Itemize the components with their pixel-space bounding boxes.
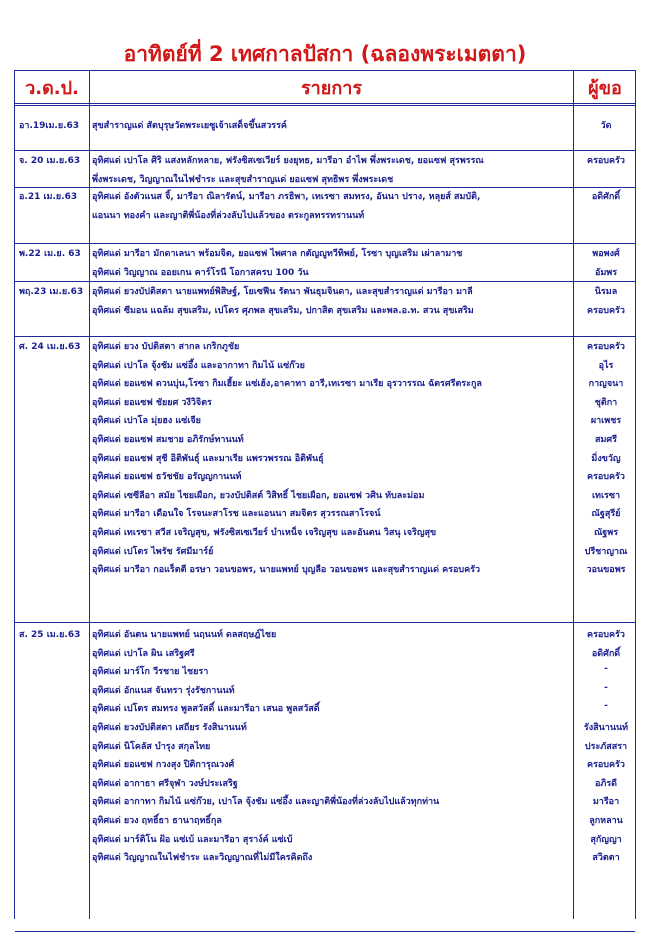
requester-name: อุไร [598,360,614,371]
row-date: ส. 25 เม.ย.63 [19,630,81,640]
intention-line: อุทิศแด่ อากาทา กิมไน้ แซ่ก๊วย, เปาโล จุ้งชัม แซ่อึ้ง และญาติพี่น้องที่ล่วงลับไปแล้วทุกท่าน [92,797,440,808]
intention-line: อุทิศแด่ ยวงบัปติสตา นายแพทย์พิสิษฐ์, โยเซฟีน รัตนา พันธุมจินดา, และสุขสำราญแด่ มารีอา มาลี [92,287,473,297]
intention-line: พึ่งพระเดช, วิญญาณในไฟชำระ และสุขสำราญแด่ ยอแซฟ สุทธิพร พึ่งพระเดช [92,174,394,185]
requester-name: อดิศักดิ์ [591,648,621,659]
requester-name: อัมพร [594,267,618,278]
requester-name: สวิตตา [592,853,620,864]
intention-line: อุทิศแด่ เปโตร ไพรัช รัศมีมาร์ย์ [92,546,214,557]
requester-name: รังสินานนท์ [583,723,629,733]
intention-line: อุทิศแด่ ยวงบัปติสตา เสถียร รังสินานนท์ [92,723,247,733]
header-divider [15,103,635,106]
intention-line: อุทิศแด่ อังตัวแนส จิ้, มารีอา ณิลารัตน์, มารีอา ภรธิพา, เทเรซา สมทรง, อันนา ปราง, หลุยส์ สมบัติ, [92,192,481,202]
requester-name: ครอบครัว [587,156,625,166]
page-title: อาทิตย์ที่ 2 เทศกาลปัสกา (ฉลองพระเมตตา) [123,42,527,66]
intention-line: อุทิศแด่ เปาโล ศิริ แสงหลักหลาย, ฟรังซิสเซเวียร์ ยงยุทธ, มารีอา อำไพ พึ่งพระเดช, ยอแซฟ สุรพรรณ [92,156,484,166]
intentions-table [14,70,636,919]
intention-line: อุทิศแด่ อากาธา ศรีจุฬา วงษ์ประเสริฐ [92,778,238,789]
requester-name: ผาเพชร [590,416,622,427]
requester-name: ประภัสสรา [584,741,628,752]
requester-name: - [604,701,608,712]
requester-name: ลูกหลาน [589,816,623,826]
requester-name: อดิศักดิ์ [591,192,621,202]
requester-name: วัด [600,121,612,131]
intention-line: อุทิศแด่ วิญญาณในไฟชำระ และวิญญาณที่ไม่มีใครคิดถึง [92,853,313,864]
requester-name: - [604,664,608,675]
column-divider [89,71,90,919]
intention-line: อุทิศแด่ เปโตร สมทรง พูลสวัสดิ์ และมารีอา เสนอ พูลสวัสดิ์ [92,704,320,715]
requester-name: สุกัญญา [590,834,622,845]
row-date: พฤ.23 เม.ย.63 [19,287,84,297]
row-divider [15,150,635,151]
header-requester: ผู้ขอ [588,78,622,99]
intention-line: อุทิศแด่ ยอแซฟ ธวัชชัย อรัญญกานนท์ [92,472,242,483]
requester-name: ครอบครัว [587,760,625,771]
requester-name: มิ่งขวัญ [591,453,621,464]
intention-line: อุทิศแด่ ยอแซฟ ชัยยศ วงีวิจิตร [92,397,212,408]
requester-name: - [604,682,608,693]
intention-line: อุทิศแด่ ยอแซฟ สุชี อิติพันธุ์ และมาเรีย แพรวพรรณ อิติพันธุ์ [92,453,324,464]
intention-line: อุทิศแด่ อันตน นายแพทย์ นฤนนท์ ดลสฤษฎ์ไชย [92,630,277,640]
intention-line: อุทิศแด่ ยอแซฟ กวงสุง ปิติการุณวงศ์ [92,760,235,771]
intention-line: อุทิศแด่ นิโคลัส บำรุง สกุลไทย [92,741,211,752]
requester-name: ครอบครัว [587,305,625,316]
intention-line: สุขสำราญแด่ สัตบุรุษวัดพระเยซูเจ้าเสด็จขึ้นสวรรค์ [92,121,287,131]
intention-line: อุทิศแด่ วิญญาณ ออยเกน คาร์โรนี โอกาสครบ 100 วัน [92,267,309,278]
intention-line: อุทิศแด่ เปาโล จุ้งชัม แซ่อึ้ง และอากาทา กิมไน้ แซ่ก๊วย [92,360,305,371]
row-divider [15,336,635,337]
requester-name: อภิรดี [594,778,618,789]
requester-name: เทเรซา [591,490,621,501]
intention-line: อุทิศแด่ ยอแซฟ สมชาย อภิรักษ์ทานนท์ [92,435,244,445]
intention-line: อุทิศแด่ เทเรซา สวีส เจริญสุข, ฟรังซิสเซเวียร์ บำเหน็จ เจริญสุข และอันตน วิสนุ เจริญสุข [92,528,437,538]
intention-line: อุทิศแด่ มารีอา กอแร็ตตี อรษา วอนขอพร, นายแพทย์ บุญลือ วอนขอพร และสุขสำราญแด่ ครอบครัว [92,565,481,576]
row-date: จ. 20 เม.ย.63 [19,156,81,166]
requester-name: วอนขอพร [586,565,626,576]
requester-name: กาญจนา [588,379,624,390]
intention-line: อุทิศแด่ ยวง ฤทธิ์ธา ธานาฤทธิ์กุล [92,816,222,826]
intention-line: อุทิศแด่ อักแนส จันทรา รุ่งรัชกานนท์ [92,685,235,696]
intention-line: อุทิศแด่ มาร์โก วีรชาย ไชยรา [92,667,209,678]
row-date: อา.19เม.ย.63 [19,121,80,131]
intention-line: อุทิศแด่ มารีอา เดือนใจ โรจนะสาโรช และแอนนา สมจิตร สุวรรณสาโรจน์ [92,509,381,520]
requester-name: ครอบครัว [587,342,625,352]
row-date: ศ. 24 เม.ย.63 [19,342,81,352]
intention-line: อุทิศแด่ ยอแซฟ ดวนบุ่น,โรซา กิมเฮี้ยะ แซ่เฮ้ง,อาคาทา อารี,เทเรซา มาเรีย อุรวารรณ ฉัตรศรีตระกูล [92,379,482,390]
row-divider [15,187,635,188]
requester-name: สมศรี [595,435,617,445]
intention-line: อุทิศแด่ เปาโล ผิน เสริฐศรี [92,648,195,659]
row-divider [15,281,635,282]
intention-line: อุทิศแด่ ยวง บัปติสตา สากล เกริกภูชัย [92,342,240,352]
requester-name: ชุติกา [594,397,618,408]
header-date: ว.ด.ป. [25,78,79,99]
requester-name: ณัฐพร [593,528,619,538]
intention-line: อุทิศแด่ ซีมอน แฉล้ม สุขเสริม, เปโตร ศุภพล สุขเสริม, ปกาสิต สุขเสริม และพล.อ.ท. สวน สุขเสริม [92,305,474,316]
row-date: พ.22 เม.ย. 63 [19,249,81,259]
requester-name: พอพงศ์ [592,249,620,259]
requester-name: ปรีชาญาณ [584,546,628,557]
requester-name: ครอบครัว [587,630,625,640]
requester-name: ณัฐสุรีย์ [591,509,621,520]
intention-line: อุทิศแด่ เปาโล มุ่ยฮง แซ่เจีย [92,416,201,427]
intention-line: แอนนา ทองคำ และญาติพี่น้องที่ล่วงลับไปแล้วของ ตระกูลทรรทรานนท์ [92,210,365,221]
row-divider [15,622,635,623]
requester-name: มารีอา [592,797,620,808]
intention-line: อุทิศแด่ มาร์ติโน ฝ้อ แซ่เบ้ และมารีอา สุราง์ค์ แซ่เบ้ [92,834,293,845]
row-divider [15,243,635,244]
header-items: รายการ [301,78,362,99]
row-date: อ.21 เม.ย.63 [19,192,78,202]
intention-line: อุทิศแด่ เซซีลีอา สมัย ไชยเผือก, ยวงบัปติสต์ วิสิทธิ์ ไชยเผือก, ยอแซฟ วศิน ทับละม่อม [92,490,425,501]
intention-line: อุทิศแด่ มารีอา มักดาเลนา พร้อมจิต, ยอแซฟ ไพศาล กตัญญูทวีทิพย์, โรซา บุญเสริม เผ่าลามาช [92,249,463,259]
requester-name: นิรมล [594,287,618,297]
requester-name: ครอบครัว [587,472,625,483]
